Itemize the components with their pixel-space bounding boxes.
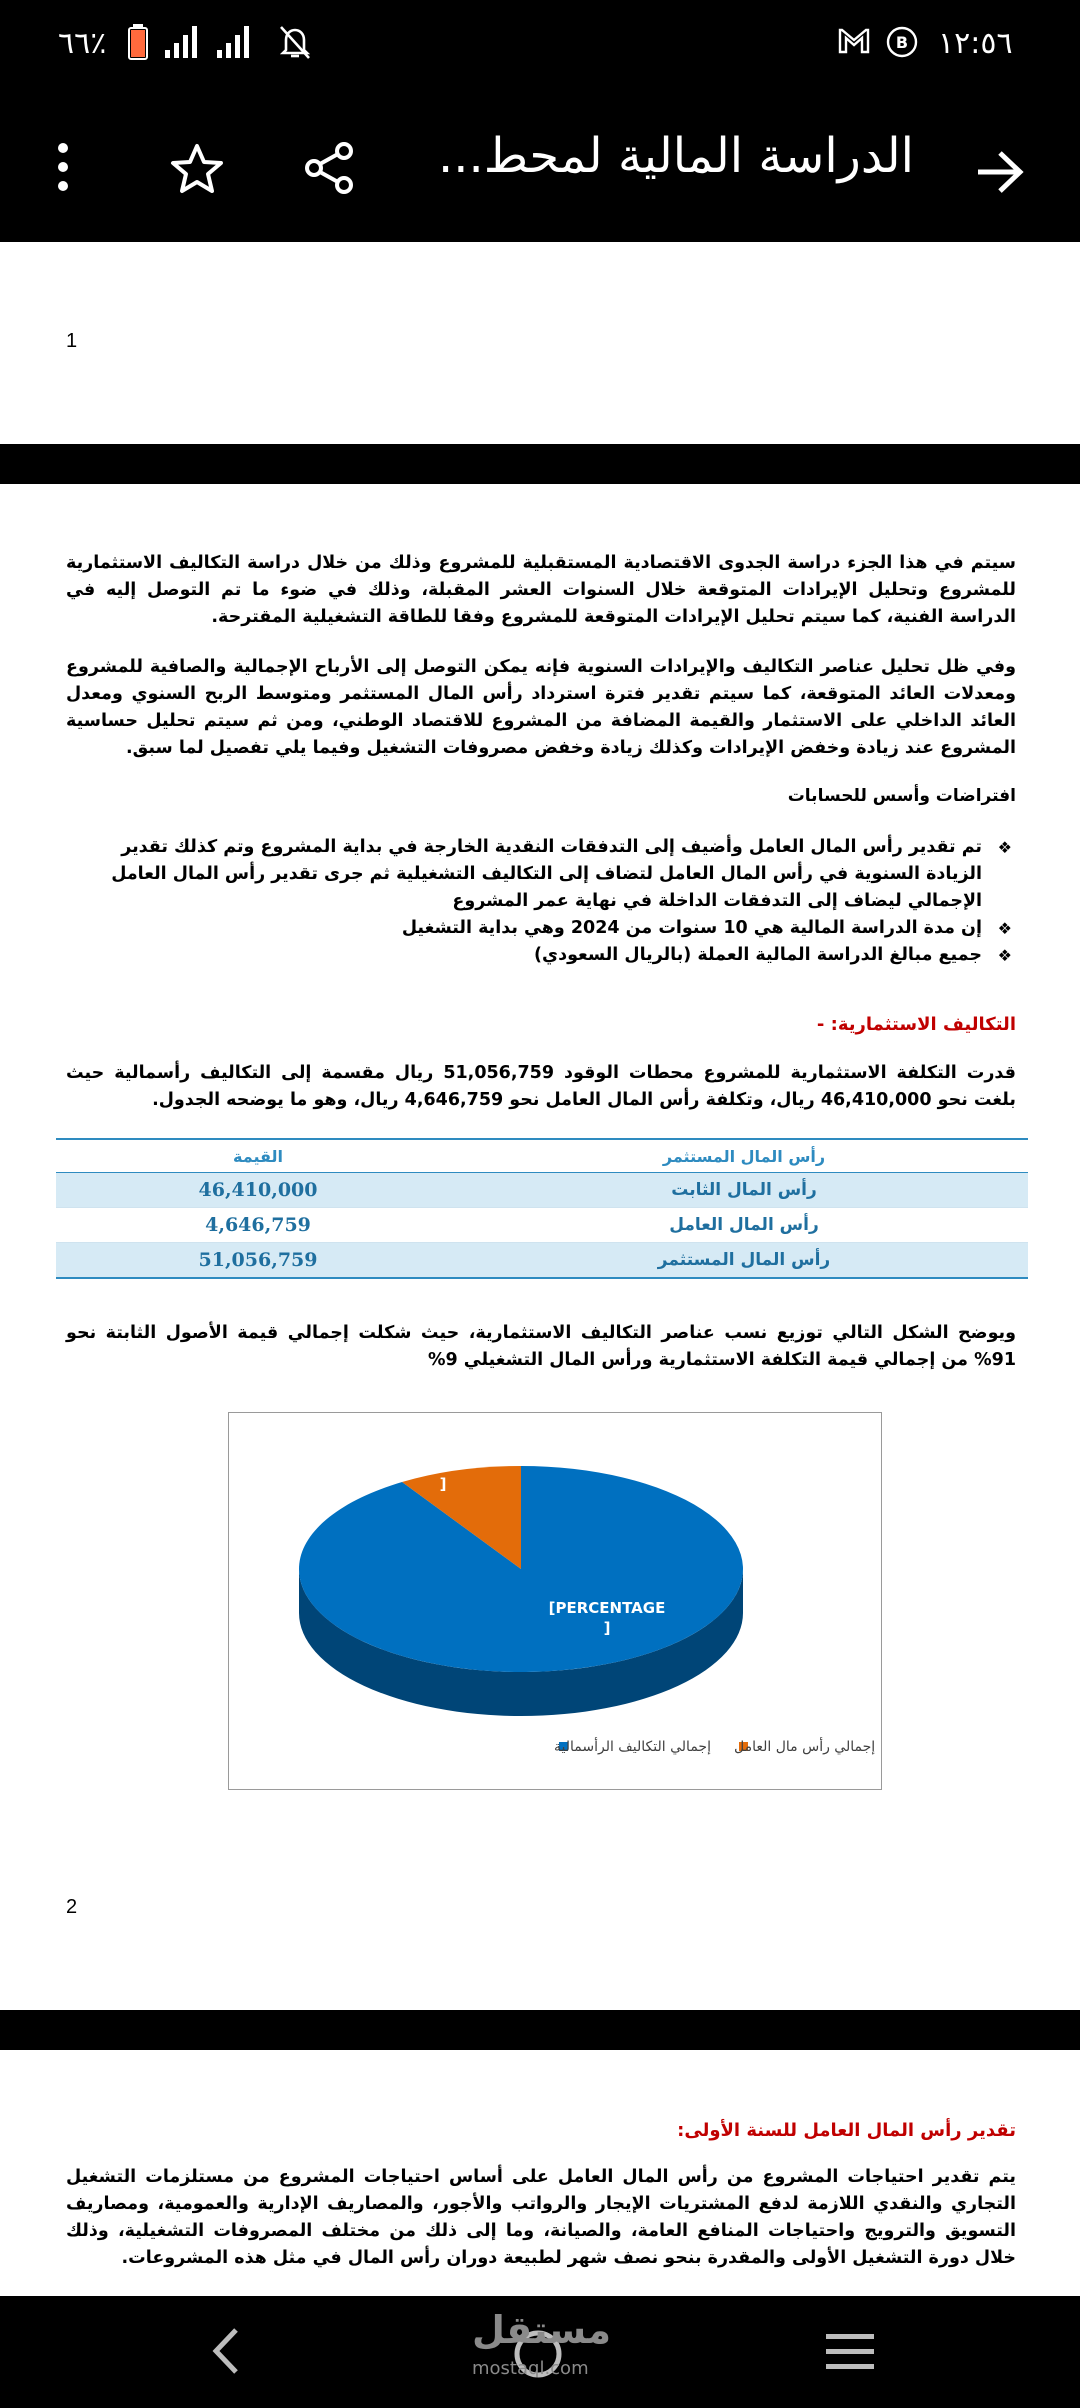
table-header-row <box>56 1140 1028 1173</box>
signal-icon <box>217 26 253 58</box>
page-number: 2 <box>66 1896 78 1918</box>
data-label-working: ] <box>439 1475 447 1493</box>
clock-time: ١٢:٥٦ <box>938 26 1013 61</box>
page-3 <box>0 2050 1080 2296</box>
gmail-icon <box>838 26 870 56</box>
signal-icon <box>165 26 201 58</box>
intro-paragraph-1: سيتم في هذا الجزء دراسة الجدوى الاقتصادية المستقبلية للمشروع وذلك من خلال دراسة التكاليف الاستثمارية للمشروع وتحليل الإيرادات المتوقعة خلال السنوات العشر المقبلة، وذلك في ضوء ما تم التوصل إليه في الدراسة الفنية، كما سيتم تحليل الإيرادات المتوقعة للمشروع وفقا للطاقة التشغيلية المقترحة. <box>66 553 1016 627</box>
page-number: 1 <box>66 330 78 352</box>
investment-paragraph: قدرت التكلفة الاستثمارية للمشروع محطات الوقود 51,056,759 ريال مقسمة إلى التكاليف رأسمالية حيث بلغت نحو 46,410,000 ريال، وتكلفة رأس المال العامل نحو 4,646,759 ريال، وهو ما يوضحه الجدول. <box>66 1063 1016 1110</box>
more-vert-icon[interactable] <box>56 142 70 192</box>
assumptions-heading: افتراضات وأسس للحسابات <box>787 786 1016 806</box>
legend-label: إجمالي رأس مال العامل <box>734 1739 876 1755</box>
pie-chart <box>228 1412 882 1790</box>
battery-percent: ٦٦٪ <box>58 26 107 61</box>
document-title: الدراسة المالية لمحط... <box>437 128 914 184</box>
back-chevron-icon[interactable] <box>210 2326 242 2376</box>
battery-icon <box>128 24 148 60</box>
working-capital-paragraph: يتم تقدير احتياجات المشروع من رأس المال العامل على أساس احتياجات المشروع من مستلزمات التشغيل التجاري والنقدي اللازمة لدفع المشتريات الإيجار والرواتب والأجور، والمصاريف الإدارية والعمومية، ومصاريف التسويق والترويج واحتياجات المنافع العامة، والصيانة، وما إلى ذلك من مختلف المصروفات التشغيلية، وذلك خلال دورة التشغيل الأولى والمقدرة بنحو نصف شهر لطبيعة دوران رأس المال في مثل هذه المشروعات. <box>66 2167 1016 2268</box>
page-1 <box>0 242 1080 444</box>
table-cell: رأس المال العامل <box>669 1215 819 1235</box>
mute-bell-icon <box>278 24 312 60</box>
status-bar <box>0 0 1080 86</box>
table-cell: 4,646,759 <box>205 1214 311 1236</box>
table-row <box>56 1243 1028 1277</box>
list-item: ❖ تم تقدير رأس المال العامل وأضيف إلى التدفقات النقدية الخارجة في بداية المشروع وتم كذلك تقدير الزيادة السنوية في رأس المال العامل لتضاف إلى التكاليف التشغيلية ثم جرى تقدير رأس المال العامل الإجمالي ليضاف إلى التدفقات الداخلة في نهاية عمر المشروع <box>66 834 1016 915</box>
list-item: ❖ إن مدة الدراسة المالية هي 10 سنوات من 2024 وهي بداية التشغيل <box>66 915 1016 942</box>
assumptions-list <box>66 834 1016 969</box>
pie-chart-svg <box>229 1413 881 1789</box>
table-cell: 46,410,000 <box>198 1179 318 1201</box>
share-icon[interactable] <box>302 140 356 196</box>
table-header-cell: القيمة <box>233 1146 283 1166</box>
data-label-capital: ] <box>603 1619 611 1637</box>
investment-table <box>56 1138 1028 1279</box>
watermark-latin: mostaql.com <box>472 2358 589 2379</box>
recent-apps-icon[interactable] <box>826 2330 874 2374</box>
table-cell: رأس المال الثابت <box>671 1180 817 1200</box>
table-header-cell: رأس المال المستثمر <box>662 1146 826 1166</box>
b-app-icon <box>885 25 919 59</box>
navigation-bar <box>0 2296 1080 2408</box>
table-cell: رأس المال المستثمر <box>657 1250 831 1270</box>
list-item: ❖ جميع مبالغ الدراسة المالية العملة (بالريال السعودي) <box>66 942 1016 969</box>
page-2 <box>0 484 1080 2010</box>
data-label-capital: [PERCENTAGE <box>548 1599 666 1617</box>
star-icon[interactable] <box>169 143 225 195</box>
back-arrow-icon[interactable] <box>976 150 1024 194</box>
app-bar <box>0 86 1080 242</box>
page-separator <box>0 444 1080 484</box>
page-separator <box>0 2010 1080 2050</box>
table-row <box>56 1208 1028 1243</box>
watermark-arabic: مستقل <box>472 2308 611 2352</box>
table-row <box>56 1173 1028 1208</box>
working-capital-heading: تقدير رأس المال العامل للسنة الأولى: <box>677 2120 1016 2141</box>
table-cell: 51,056,759 <box>198 1249 318 1271</box>
intro-paragraph-2: وفي ظل تحليل عناصر التكاليف والإيرادات السنوية فإنه يمكن التوصل إلى الأرباح الإجمالية والصافية للمشروع ومعدلات العائد المتوقعة، كما سيتم تقدير فترة استرداد رأس المال المستثمر ومتوسط الربح السنوي ومعدل العائد الداخلي على الاستثمار والقيمة المضافة من المشروع للاقتصاد الوطني، ومن ثم سيتم تحليل حساسية المشروع عند زيادة وخفض الإيرادات وكذلك زيادة وخفض مصروفات التشغيل وفيما يلي تفصيل لما سبق. <box>66 657 1016 758</box>
investment-heading: التكاليف الاستثمارية: - <box>816 1014 1016 1035</box>
svg-text:B: B <box>895 33 909 52</box>
legend-label: إجمالي التكاليف الرأسمالية <box>554 1739 711 1755</box>
chart-intro-paragraph: ويوضح الشكل التالي توزيع نسب عناصر التكاليف الاستثمارية، حيث شكلت إجمالي قيمة الأصول الثابتة نحو 91% من إجمالي قيمة التكلفة الاستثمارية ورأس المال التشغيلي 9% <box>66 1323 1016 1370</box>
data-label-working: TAGE <box>421 1455 465 1473</box>
